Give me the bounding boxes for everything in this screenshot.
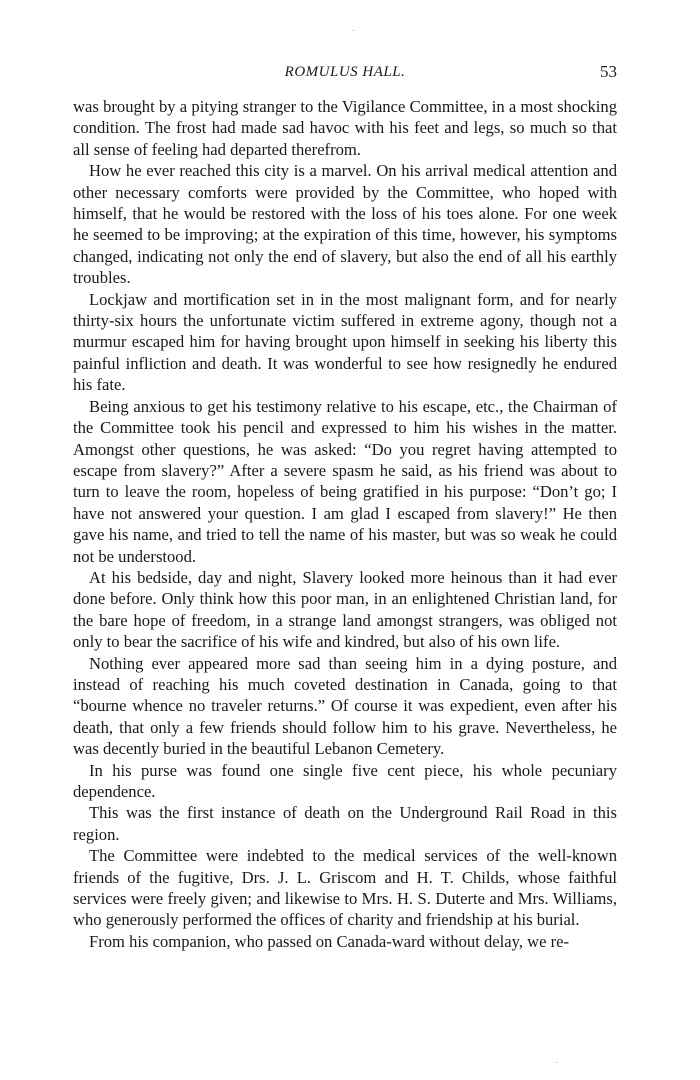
- paragraph-9: The Committee were indebted to the medical services of the well-known friends of the fugitive, Drs. J. L. Griscom and H. T. Childs, whose faithful services were freely given; and likewise to Mrs. H. S. Duterte and Mrs. Williams, who generously performed the offices of charity and friendship at his burial.: [73, 846, 617, 930]
- scan-speck: [353, 30, 354, 31]
- paragraph-5: At his bedside, day and night, Slavery looked more heinous than it had ever done before. Only think how this poor man, in an enlightened Christian land, for the bare hope of freedom, in a strange land amongst strangers, was obliged not only to bear the sacrifice of his wife and kindred, but also of his own life.: [73, 567, 617, 652]
- running-head: [73, 62, 617, 86]
- page-number: 53: [600, 62, 617, 81]
- paragraph-7: In his purse was found one single five cent piece, his whole pecuniary dependence.: [73, 760, 617, 801]
- paragraph-3: Lockjaw and mortification set in in the most malignant form, and for nearly thirty-six hours the unfortunate victim suffered in extreme agony, though not a murmur escaped him for having brought upon himself in seeking his liberty this painful infliction and death. It was wonderful to see how resignedly he endured his fate.: [73, 289, 617, 395]
- paragraph-2: How he ever reached this city is a marvel. On his arrival medical attention and other necessary comforts were provided by the Committee, who hoped with himself, that he would be restored with the loss of his toes alone. For one week he seemed to be improving; at the expiration of this time, however, his symptoms changed, indicating not only the end of slavery, but also the end of all his earthly troubles.: [73, 161, 617, 288]
- body-text: [73, 96, 617, 952]
- paragraph-6: Nothing ever appeared more sad than seeing him in a dying posture, and instead of reaching his much coveted destination in Canada, going to that “bourne whence no traveler returns.” Of course it was expedient, even after his death, that only a few friends should follow him to his grave. Nevertheless, he was decently buried in the beautiful Lebanon Cemetery.: [73, 653, 617, 759]
- scan-speck: [556, 1062, 557, 1063]
- paragraph-10: From his companion, who passed on Canada-ward without delay, we re-: [89, 931, 570, 951]
- paragraph-8: This was the first instance of death on the Underground Rail Road in this region.: [73, 803, 617, 844]
- paragraph-1: was brought by a pitying stranger to the Vigilance Committee, in a most shocking condition. The frost had made sad havoc with his feet and legs, so much so that all sense of feeling had departed therefrom.: [73, 97, 617, 159]
- paragraph-4: Being anxious to get his testimony relative to his escape, etc., the Chairman of the Committee took his pencil and expressed to him his wishes in the matter. Amongst other questions, he was asked: “Do you regret having attempted to escape from slavery?” After a severe spasm he said, as his friend was about to turn to leave the room, hopeless of being gratified in his purpose: “Don’t go; I have not answered your question. I am glad I escaped from slavery!” He then gave his name, and tried to tell the name of his master, but was so weak he could not be understood.: [73, 396, 617, 566]
- running-title: ROMULUS HALL.: [284, 64, 406, 80]
